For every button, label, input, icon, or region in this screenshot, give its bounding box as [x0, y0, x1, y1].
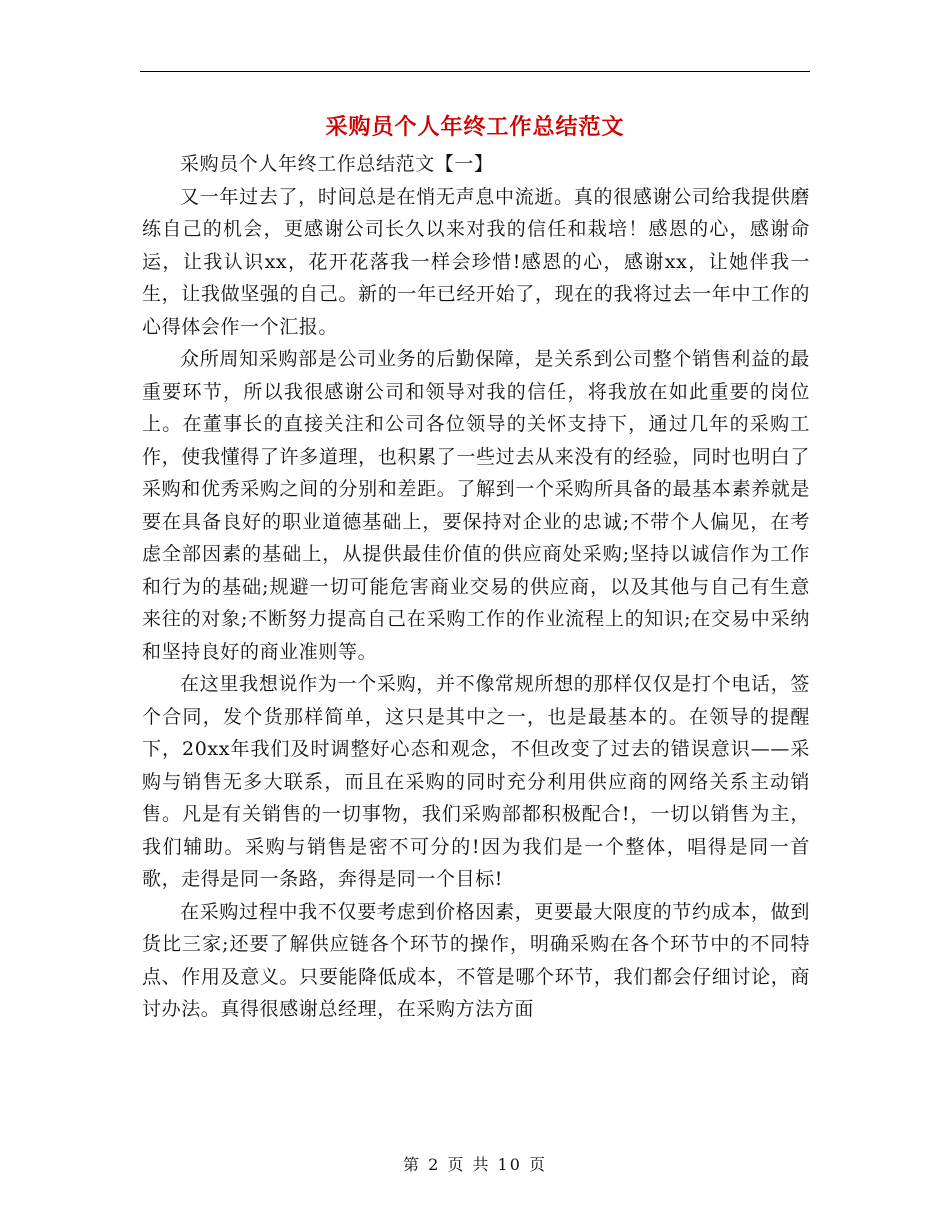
paragraph-1: 又一年过去了，时间总是在悄无声息中流逝。真的很感谢公司给我提供磨练自己的机会，更感谢公司长久以来对我的信任和栽培！感恩的心，感谢命运，让我认识xx，花开花落我一样会珍惜!感恩的心，感谢xx，让她伴我一生，让我做坚强的自己。新的一年已经开始了，现在的我将过去一年中工作的心得体会作一个汇报。: [142, 185, 810, 338]
document-title: 采购员个人年终工作总结范文: [325, 114, 625, 140]
paragraph-3: 在这里我想说作为一个采购，并不像常规所想的那样仅仅是打个电话，签个合同，发个货那样简单，这只是其中之一，也是最基本的。在领导的提醒下，20xx年我们及时调整好心态和观念，不但改变了过去的错误意识——采购与销售无多大联系，而且在采购的同时充分利用供应商的网络关系主动销售。凡是有关销售的一切事物，我们采购部都积极配合!，一切以销售为主，我们辅助。采购与销售是密不可分的!因为我们是一个整体，唱得是同一首歌，走得是同一条路，奔得是同一个目标!: [142, 673, 810, 890]
paragraph-4: 在采购过程中我不仅要考虑到价格因素，更要最大限度的节约成本，做到货比三家;还要了解供应链各个环节的操作，明确采购在各个环节中的不同特点、作用及意义。只要能降低成本，不管是哪个环节，我们都会仔细讨论，商讨办法。真得很感谢总经理，在采购方法方面: [142, 900, 810, 1020]
paragraph-2: 众所周知采购部是公司业务的后勤保障，是关系到公司整个销售利益的最重要环节，所以我很感谢公司和领导对我的信任，将我放在如此重要的岗位上。在董事长的直接关注和公司各位领导的关怀支持下，通过几年的采购工作，使我懂得了许多道理，也积累了一些过去从来没有的经验，同时也明白了采购和优秀采购之间的分别和差距。了解到一个采购所具备的最基本素养就是要在具备良好的职业道德基础上，要保持对企业的忠诚;不带个人偏见，在考虑全部因素的基础上，从提供最佳价值的供应商处采购;坚持以诚信作为工作和行为的基础;规避一切可能危害商业交易的供应商，以及其他与自己有生意来往的对象;不断努力提高自己在采购工作的作业流程上的知识;在交易中采纳和坚持良好的商业准则等。: [142, 348, 810, 663]
page-number: 第 2 页 共 10 页: [403, 1155, 547, 1174]
section-heading: 采购员个人年终工作总结范文【一】: [180, 153, 494, 175]
document-body: [142, 148, 810, 1026]
header-rule: [140, 71, 810, 72]
